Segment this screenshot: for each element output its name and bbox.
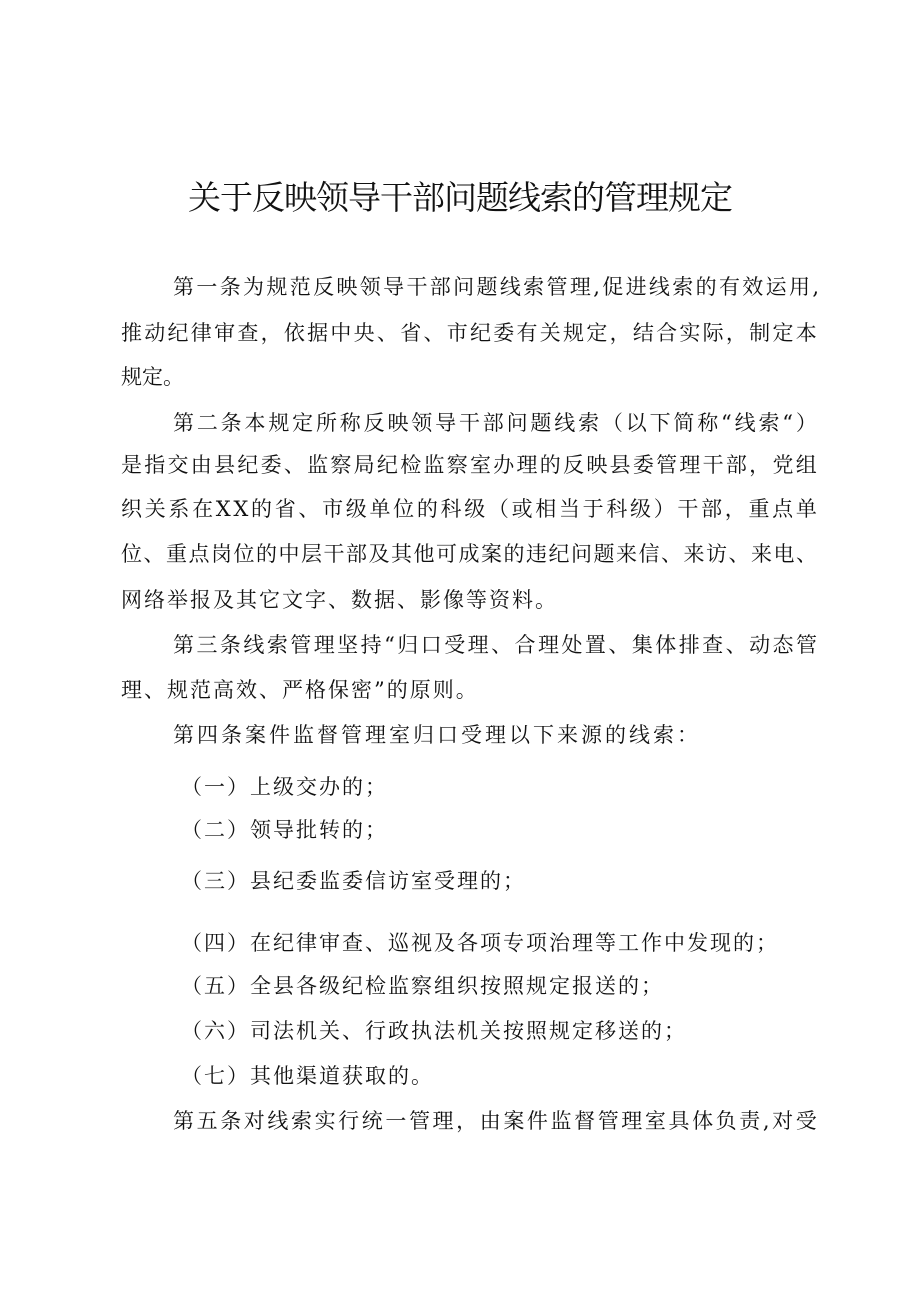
article-1-line-1: 第 一 条 为 规 范 反 映 领 导 干 部 问 题 线 索 管 理 , 促 进 线 索 的 有 效 运 用 ,: [173, 275, 819, 299]
article-2-line-2: 是 指 交 由 县 纪 委 、 监 察 局 纪 检 监 察 室 办 理 的 反 映 县 委 管 理 干 部 ， 党 组: [121, 453, 817, 477]
article-2-line-5: 网络举报及其它文字、数据、影像等资料。: [121, 588, 558, 612]
article-4-line-1: 第四条案件监督管理室归口受理以下来源的线索：: [173, 723, 701, 747]
source-item-2: （二）领导批转的；: [181, 818, 388, 842]
article-2-line-4: 位 、 重 点 岗 位 的 中 层 干 部 及 其 他 可 成 案 的 违 纪 问 题 来 信 、 来 访 、 来 电 、: [121, 542, 817, 566]
source-item-5: （五）全县各级纪检监察组织按照规定报送的；: [181, 974, 664, 998]
source-item-3: （三）县纪委监委信访室受理的；: [181, 869, 526, 893]
article-1-line-2: 推 动 纪 律 审 查 ， 依 据 中 央 、 省 、 市 纪 委 有 关 规 定 ， 结 合 实 际 ， 制 定 本: [121, 321, 817, 345]
article-3-line-2: 理、规范高效、严格保密”的原则。: [121, 678, 479, 702]
source-item-7: （七）其他渠道获取的。: [181, 1064, 434, 1088]
source-item-6: （六）司法机关、行政执法机关按照规定移送的；: [181, 1019, 687, 1043]
article-2-line-1: 第 二 条 本 规 定 所 称 反 映 领 导 干 部 问 题 线 索 （ 以 下 简 称 “ 线 索 “ ）: [173, 411, 817, 435]
source-item-1: （一）上级交办的；: [181, 775, 388, 799]
article-1-line-3: 规定。: [121, 365, 184, 389]
article-5-line-1: 第 五 条 对 线 索 实 行 统 一 管 理 ， 由 案 件 监 督 管 理 室 具 体 负 责 , 对 受: [173, 1109, 817, 1133]
source-item-4: （四）在纪律审查、巡视及各项专项治理等工作中发现的；: [181, 931, 779, 955]
article-3-line-1: 第 三 条 线 索 管 理 坚 持 “ 归 口 受 理 、 合 理 处 置 、 集 体 排 查 、 动 态 管: [173, 633, 817, 657]
article-2-line-3: 织 关 系 在 X X 的 省 、 市 级 单 位 的 科 级 （ 或 相 当 于 科 级 ） 干 部 ， 重 点 单: [121, 497, 817, 521]
document-title: 关于反映领导干部问题线索的管理规定: [188, 178, 732, 217]
